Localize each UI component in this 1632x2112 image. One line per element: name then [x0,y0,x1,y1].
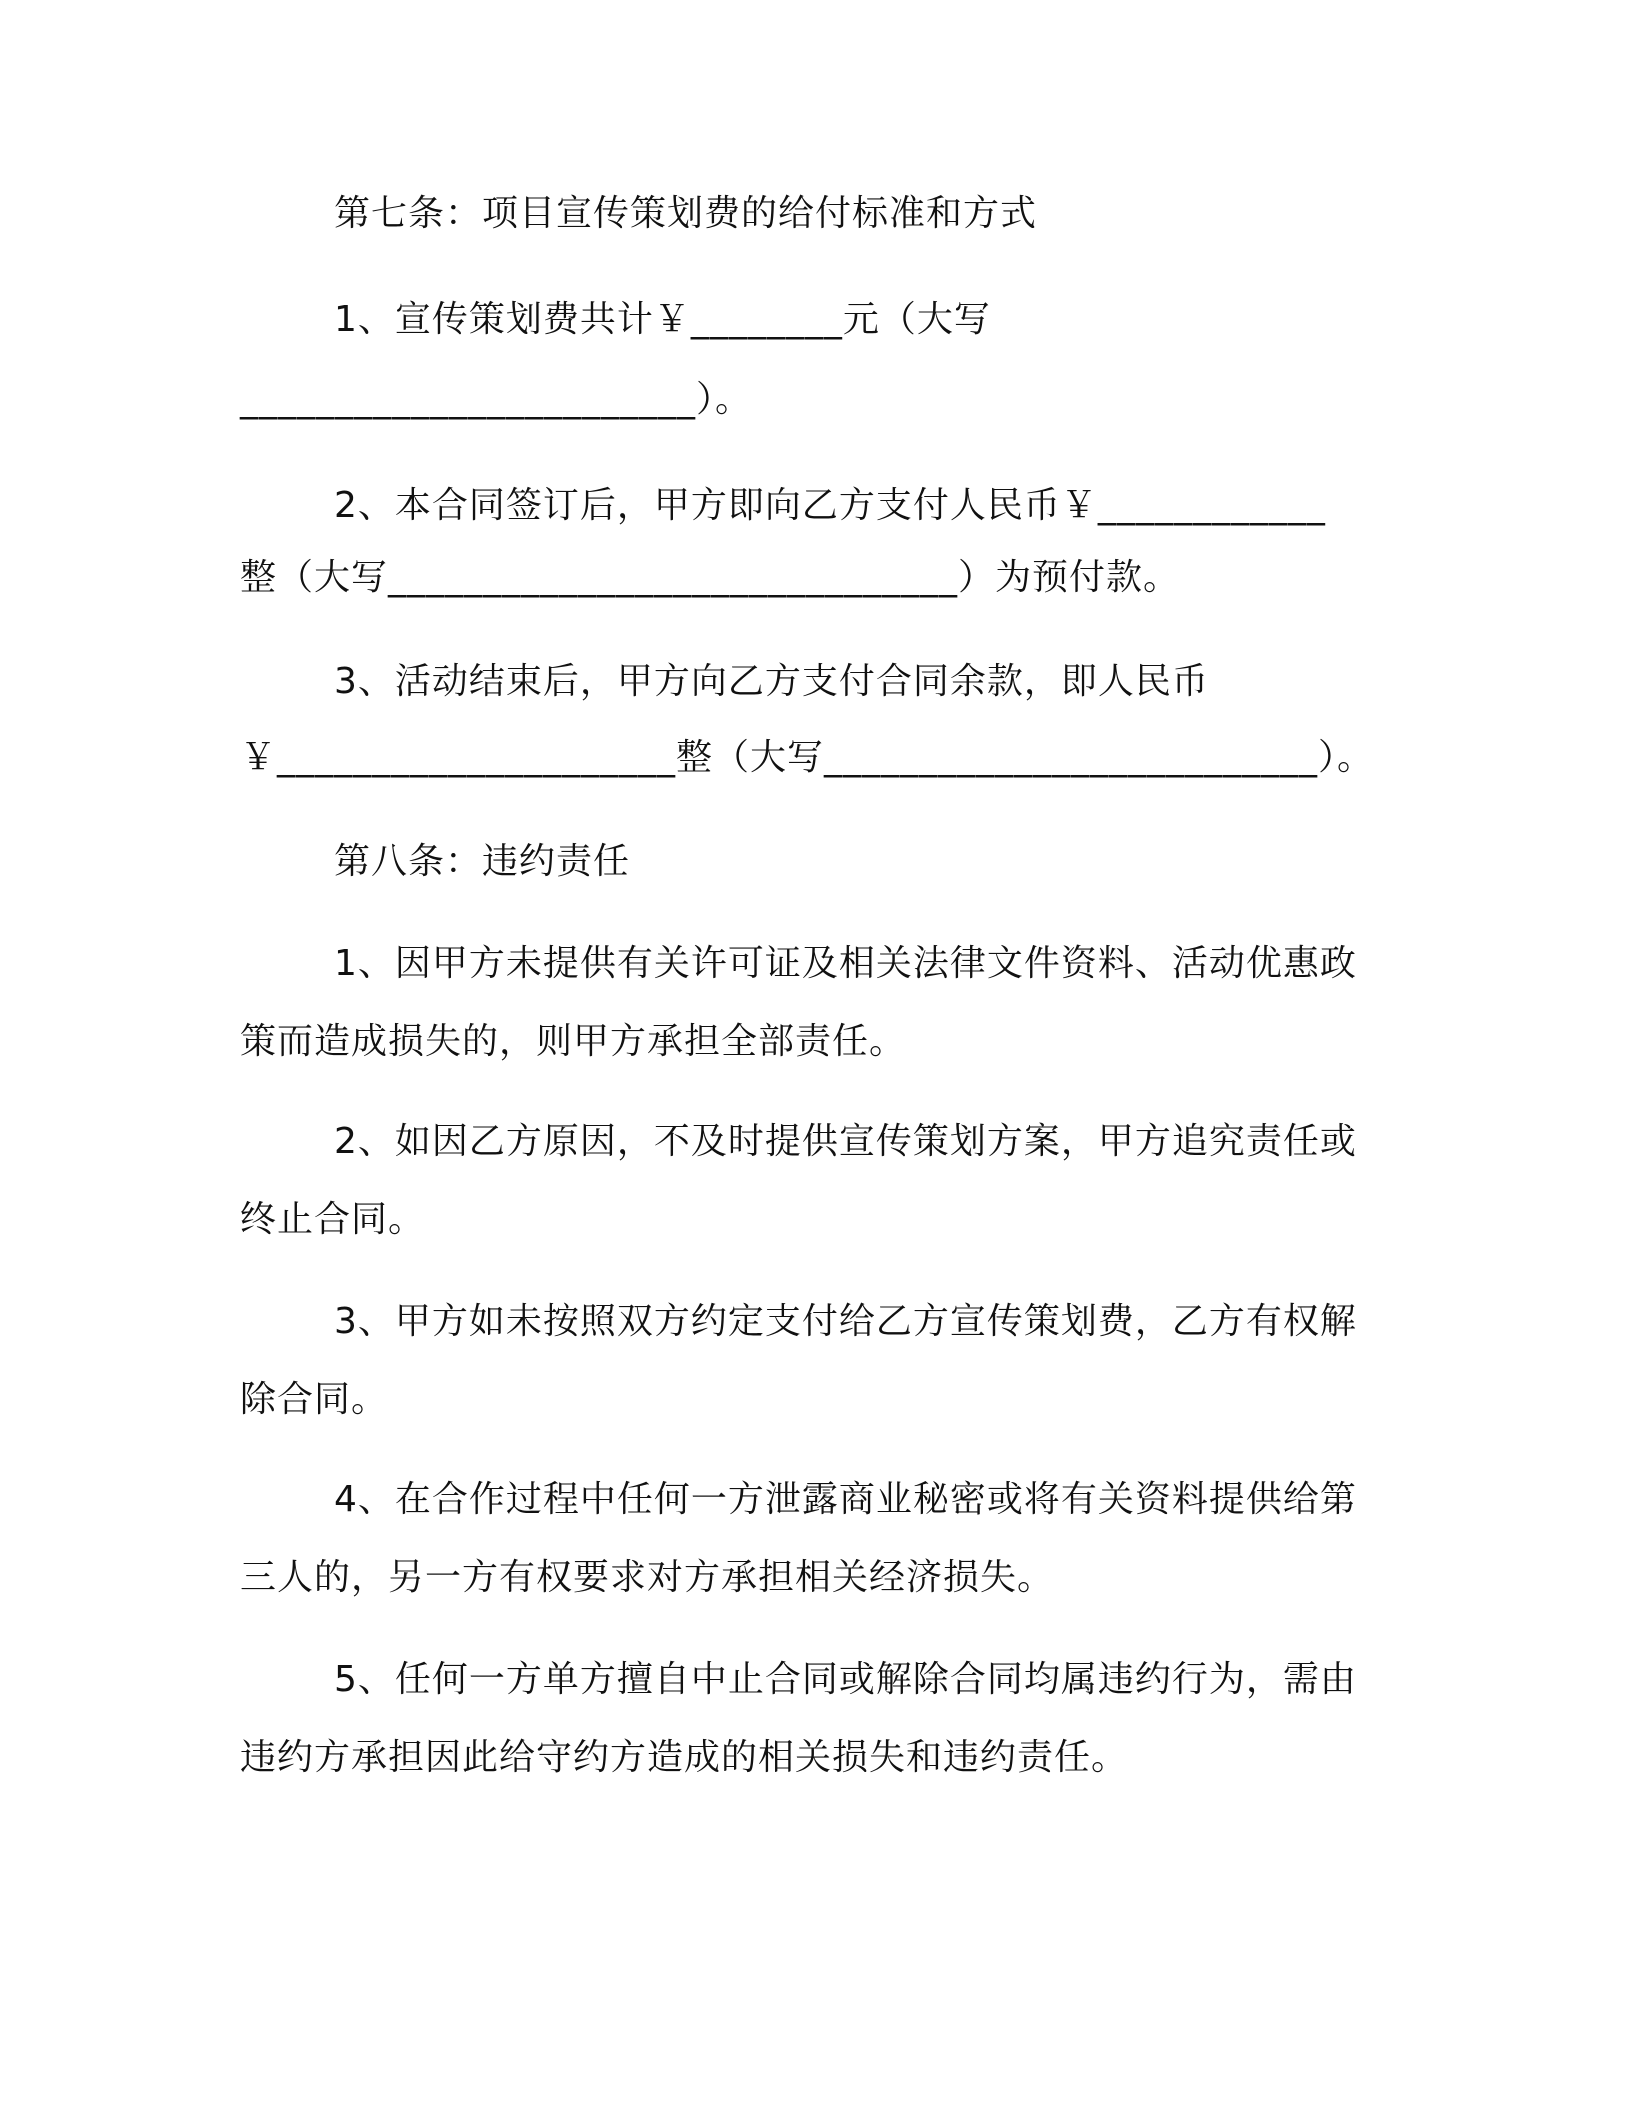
article-8-item-3-line-1: 3、甲方如未按照双方约定支付给乙方宣传策划费，乙方有权解 [334,1301,1357,1342]
article-7-item-1-line-2: ________________________）。 [240,379,752,420]
article-8-item-5-line-1: 5、任何一方单方擅自中止合同或解除合同均属违约行为，需由 [334,1659,1357,1700]
article-8-item-2-line-1: 2、如因乙方原因，不及时提供宣传策划方案，甲方追究责任或 [334,1121,1357,1162]
article-7-item-3-line-1: 3、活动结束后，甲方向乙方支付合同余款，即人民币 [334,661,1209,702]
article-8-item-4-line-2: 三人的，另一方有权要求对方承担相关经济损失。 [240,1557,1055,1598]
article-7-heading: 第七条：项目宣传策划费的给付标准和方式 [334,193,1038,234]
article-7-item-1-line-1: 1、宣传策划费共计￥________元（大写 [334,299,991,340]
article-7-item-2-line-2: 整（大写______________________________）为预付款。 [240,557,1181,598]
article-8-heading: 第八条：违约责任 [334,841,631,882]
article-8-item-1-line-1: 1、因甲方未提供有关许可证及相关法律文件资料、活动优惠政 [334,943,1357,984]
article-8-item-2-line-2: 终止合同。 [240,1199,426,1240]
article-8-item-4-line-1: 4、在合作过程中任何一方泄露商业秘密或将有关资料提供给第 [334,1479,1357,1520]
article-8-item-3-line-2: 除合同。 [240,1379,389,1420]
article-7-item-2-line-1: 2、本合同签订后，甲方即向乙方支付人民币￥____________ [334,485,1326,526]
article-7-item-3-line-2: ￥_____________________整（大写__________________________）。 [240,737,1374,778]
article-8-item-1-line-2: 策而造成损失的，则甲方承担全部责任。 [240,1021,907,1062]
article-8-item-5-line-2: 违约方承担因此给守约方造成的相关损失和违约责任。 [240,1737,1129,1778]
